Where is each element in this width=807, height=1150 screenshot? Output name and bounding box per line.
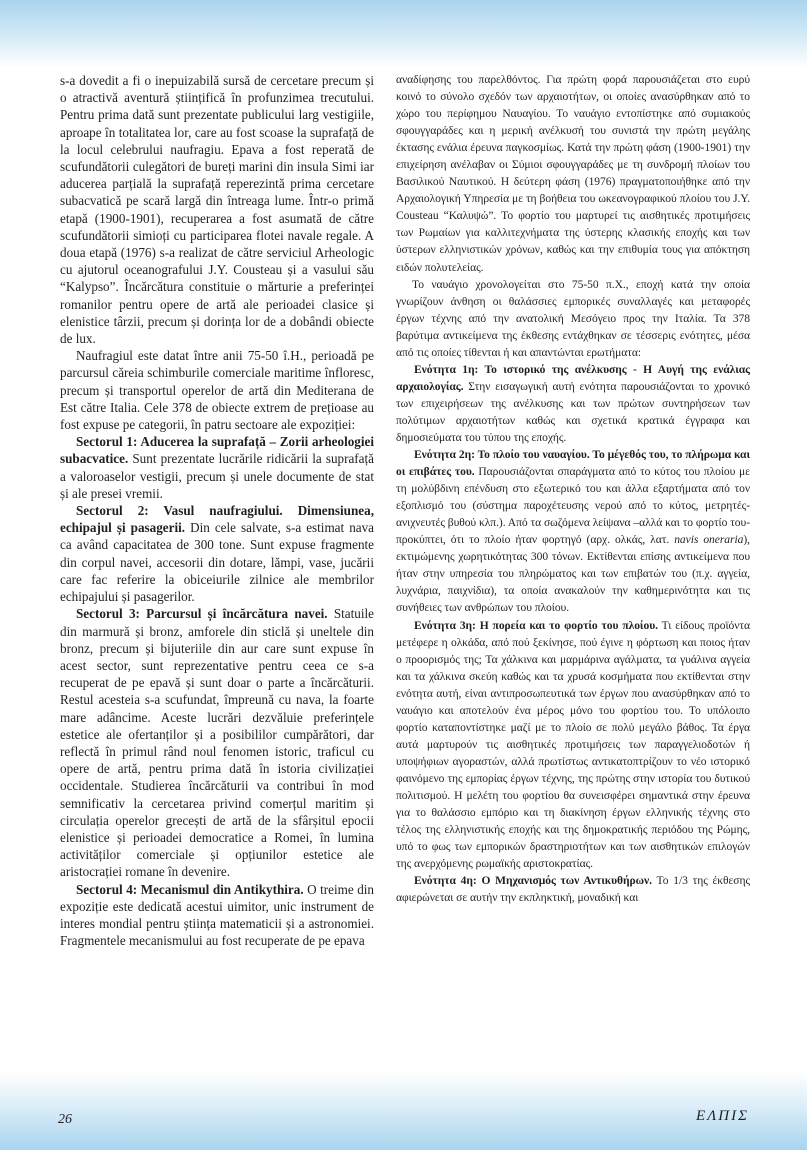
left-column-romanian bbox=[60, 72, 374, 949]
top-gradient-band bbox=[0, 0, 807, 68]
section-text: O treime din expoziție este dedicată acestui uimitor, unic instrument de interes mondial pentru știința matematicii și a astronomiei. Fragmentele mecanismului au fost recuperate de pe epava bbox=[60, 881, 374, 949]
paragraph: s-a dovedit a fi o inepuizabilă sursă de cercetare precum și o atractivă aventură științifică în profunzimea trecutului. Pentru prima dată sunt prezentate publicului larg vestigiile, aproape în totalitatea lor, care au fost scoase la suprafață de la locul celebrului naufragiu. Epava a fost reperată de scufundătorii culegători de bureți marini din insula Simi iar aducerea parțială la suprafață reperezintă prima cercetare subacvatică pe scară largă din întreaga lume. Într-o primă etapă (1900-1901), recuperarea a fost asumată de către scufundătorii simioți cu participarea flotei navale regale. A doua etapă (1976) s-a realizat de către serviciul Arheologic cu ajutorul oceanografului J.Y. Cousteau și a vasului său “Kalypso”. Încărcătura constituie o mărturie a preferinței romanilor pentru opere de artă ale perioadei clasice și elenistice târzii, precum și dorința lor de a dobândi obiecte de lux. bbox=[60, 73, 374, 347]
section-heading: Ενότητα 3η: Η πορεία και το φορτίο του πλοίου. bbox=[414, 619, 658, 632]
section-text: ), εκτιμώμενης χωρητικότητας 300 τόνων. Εκτίθενται επίσης αντικείμενα που ήταν στην υπηρεσία του πληρώματος και των επιβατών του (π.χ. αγγεία, λυχνάρια, παιχνίδια), τα οποία ανακαλούν την καθημερινότητα και τις συνήθειες των ανθρώπων του πλοίου. bbox=[396, 534, 750, 615]
section-text: Sunt prezentate lucrările ridicării la suprafață a valoroaselor vestigii, precum și unele documente de stat și ale presei vremii. bbox=[60, 451, 374, 501]
section-text: Din cele salvate, s-a estimat nava ca având capacitatea de 300 tone. Sunt expuse fragmente din corpul navei, accesorii din dotare, lămpi, vase, jucării care fac referire la obiceiurile zilnice ale membrilor echipajului și pasagerilor. bbox=[60, 520, 374, 605]
right-column-greek bbox=[396, 72, 750, 907]
section-3-paragraph bbox=[396, 618, 750, 874]
page-number: 26 bbox=[58, 1112, 72, 1127]
section-1-paragraph bbox=[396, 362, 750, 447]
bottom-gradient-band bbox=[0, 1072, 807, 1150]
paragraph: Το ναυάγιο χρονολογείται στο 75-50 π.Χ., εποχή κατά την οποία γνωρίζουν άνθηση οι θαλάσσιες εμπορικές συναλλαγές και μεταφορές έργων τέχνης από την ανατολική Μεσόγειο προς την Ιταλία. Τα 378 βαρύτιμα αντικείμενα της έκθεσης εντάχθηκαν σε τέσσερις ενότητες, μέσα από τις οποίες τίθενται ή και απαντώνται ερωτήματα: bbox=[396, 278, 750, 359]
section-heading: Sectorul 4: Mecanismul din Antikythira. bbox=[76, 881, 304, 897]
section-3-paragraph bbox=[60, 605, 374, 880]
section-heading: Sectorul 3: Parcursul și încărcătura navei. bbox=[76, 606, 328, 622]
section-text: Παρουσιάζονται σπαράγματα από το κύτος του πλοίου με τη μολύβδινη επένδυση στο εξωτερικό του και άλλα εξαρτήματα από τον εξοπλισμό του (σύστημα παροχέτευσης νερού από το κύτος, μετρητές- ανιχνευτές βυθού κλπ.). Από τα σωζόμενα λείψανα –αλλά και το φορτίο του- προκύπτει, ότι το πλοίο ήταν φορτηγό (αρχ. ολκάς, λατ. bbox=[396, 466, 750, 547]
section-2-paragraph bbox=[60, 502, 374, 605]
section-heading: Ενότητα 4η: Ο Μηχανισμός των Αντικυθήρων. bbox=[414, 875, 653, 888]
section-text: Το 1/3 της έκθεσης αφιερώνεται σε αυτήν την εκπληκτική, μοναδική και bbox=[396, 875, 750, 905]
section-heading: Ενότητα 1η: Το ιστορικό της ανέλκυσης - Η Αυγή της ενάλιας αρχαιολογίας. bbox=[396, 363, 750, 393]
section-text: Statuile din marmură și bronz, amforele din sticlă și uneltele din bronz, precum și bijuteriile din aur care sunt expuse în acest sector, sunt reprezentative pentru ceea ce s-a recuperat de pe epavă și sunt doar o parte a încărcăturii. Restul acesteia s-a scufundat, împreună cu nava, la foarte mare adâncime. Aceste lucrări dezvăluie preferințele estetice ale ofertanților și a posibililor cumpărători, dar reflectă în primul rând noul fenomen istoric, traficul cu opere de artă, pentru prima dată în istoria civilizației occidentale. Studierea încărcăturii va contribui în mod semnificativ la cercetarea privind comerțul maritim și circulația operelor grecești de artă de la sfârșitul epocii elenistice și perioadei democratice a Romei, în lumina activităților comerciale și opțiunilor estetice ale aristocrației romane în devenire. bbox=[60, 606, 374, 880]
section-heading: Sectorul 2: Vasul naufragiului. Dimensiunea, echipajul și pasagerii. bbox=[60, 503, 374, 536]
section-1-paragraph bbox=[60, 433, 374, 502]
section-text: Στην εισαγωγική αυτή ενότητα παρουσιάζονται το χρονικό των επιχειρήσεων της ανέλκυσης και των πρώτων συντηρήσεων των πολύτιμων αρχαιοτήτων καθώς και σχετικά κρατικά έγγραφα και δημοσιεύματα του τύπου της εποχής. bbox=[396, 380, 750, 444]
section-text: Τι είδους προϊόντα μετέφερε η ολκάδα, από πού ξεκίνησε, πού έγινε η φόρτωση και ποιος ήταν ο προορισμός της; Τα χάλκινα και μαρμάρινα αγάλματα, τα γυάλινα αγγεία και τα χάλκινα σκεύη καθώς και τα χρυσά κοσμήματα που εκτίθενται στην ενότητα αυτή, είναι αντιπροσωπευτικά των έργων που ανασύρθηκαν από το ναυάγιο και αποτελούν ένα μέρος μόνο του φορτίου του. Το υπόλοιπο φορτίο καταποντίστηκε μαζί με το πλοίο σε πολύ μεγάλο βάθος. Τα έργα αυτά μαρτυρούν τις αισθητικές προτιμήσεις των παραγγελιοδοτών ή υποψήφιων αγοραστών, αλλά πρωτίστως αντικατοπτρίζουν το νέο ιστορικό φαινόμενο της εμπορίας έργων τέχνης, της πρώτης στην ιστορία του δυτικού πολιτισμού. Η μελέτη του φορτίου θα συνεισφέρει σημαντικά στην έρευνα για το θαλάσσιο εμπόριο και τη διακίνηση έργων ελληνικής τέχνης στο τέλος της ελληνιστικής εποχής και της δημοκρατικής περιόδου της Ρώμης, υπό το φως των εμπορικών δραστηριοτήτων και των αισθητικών επιλογών της ανερχόμενης ρωμαϊκής αριστοκρατίας. bbox=[396, 619, 750, 871]
section-heading: Ενότητα 2η: Το πλοίο του ναυαγίου. Το μέγεθός του, το πλήρωμα και οι επιβάτες του. bbox=[396, 449, 750, 479]
paragraph: αναδίφησης του παρελθόντος. Για πρώτη φορά παρουσιάζεται στο ευρύ κοινό το σύνολο σχεδόν των αρχαιοτήτων, οι οποίες ανασύρθηκαν από το χώρο του περίφημου Ναυαγίου. Το ναυάγιο εντοπίστηκε από συμιακούς σφουγγαράδες και η μερική ανέλκυσή του συνιστά την πρώτη μεγάλης έκτασης ενάλια έρευνα παγκοσμίως. Κατά την πρώτη φάση (1900-1901) την επιχείρηση ανέλαβαν οι Σύμιοι σφουγγαράδες με τη συνδρομή πλοίων του Βασιλικού Ναυτικού. Η δεύτερη φάση (1976) πραγματοποιήθηκε από την Αρχαιολογική Υπηρεσία με τη βοήθεια του ωκεανογραφικού πλοίου του J.Y. Cousteau “Καλυψώ”. Το φορτίο του μαρτυρεί τις αισθητικές προτιμήσεις των Ρωμαίων για καλλιτεχνήματα της ύστερης κλασικής εποχής και των ύστερων ελληνιστικών χρόνων, καθώς και την επιθυμία τους για απόκτηση ειδών πολυτελείας. bbox=[396, 74, 750, 274]
section-4-paragraph bbox=[396, 873, 750, 907]
section-heading: Sectorul 1: Aducerea la suprafață – Zorii arheologiei subacvatice. bbox=[60, 434, 374, 467]
section-2-paragraph bbox=[396, 447, 750, 617]
section-4-paragraph bbox=[60, 881, 374, 950]
latin-term: navis oneraria bbox=[674, 534, 744, 547]
paragraph: Naufragiul este datat între anii 75-50 î.H., perioadă pe parcursul căreia schimburile comerciale maritime înfloresc, precum și transportul operelor de artă din Mediterana de Est către Italia. Cele 378 de obiecte extrem de prețioase au fost expuse pe categorii, în patru sectoare ale expoziției: bbox=[60, 348, 374, 433]
journal-title: ΕΛΠΙΣ bbox=[696, 1108, 749, 1124]
